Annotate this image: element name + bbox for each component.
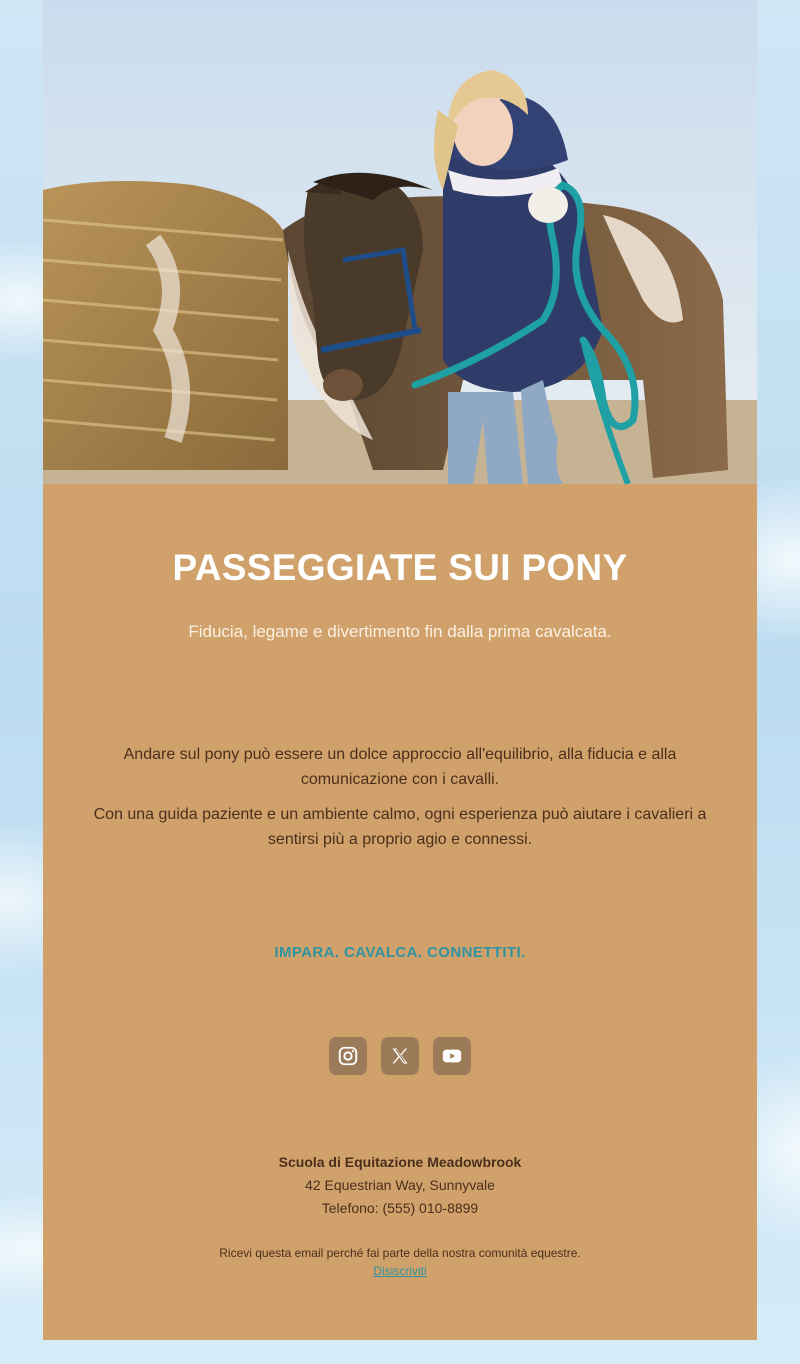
instagram-button[interactable] (329, 1037, 367, 1075)
x-button[interactable] (381, 1037, 419, 1075)
subtitle: Fiducia, legame e divertimento fin dalla prima cavalcata. (188, 622, 612, 641)
hero-image (43, 0, 757, 484)
footer (43, 1151, 757, 1220)
page-title: PASSEGGIATE SUI PONY (172, 547, 628, 588)
youtube-icon (441, 1045, 463, 1067)
organization-name: Scuola di Equitazione Meadowbrook (278, 1154, 522, 1170)
legal-notice (43, 1244, 757, 1280)
social-links (43, 1037, 757, 1075)
instagram-icon (337, 1045, 359, 1067)
youtube-button[interactable] (433, 1037, 471, 1075)
email-card (43, 0, 757, 1340)
unsubscribe-link[interactable]: Disiscriviti (373, 1264, 427, 1278)
address: 42 Equestrian Way, Sunnyvale (305, 1177, 495, 1193)
body-paragraph: Andare sul pony può essere un dolce approccio all'equilibrio, alla fiducia e alla comunicazione con i cavalli. (123, 746, 677, 788)
x-icon (390, 1046, 410, 1066)
tagline: IMPARA. CAVALCA. CONNETTITI. (274, 944, 526, 961)
body-paragraph: Con una guida paziente e un ambiente calmo, ogni esperienza può aiutare i cavalieri a sentirsi più a proprio agio e connessi. (93, 806, 707, 848)
main-content (43, 484, 757, 1280)
subscription-notice: Ricevi questa email perché fai parte della nostra comunità equestre. (219, 1246, 581, 1260)
phone: Telefono: (555) 010-8899 (321, 1200, 479, 1216)
